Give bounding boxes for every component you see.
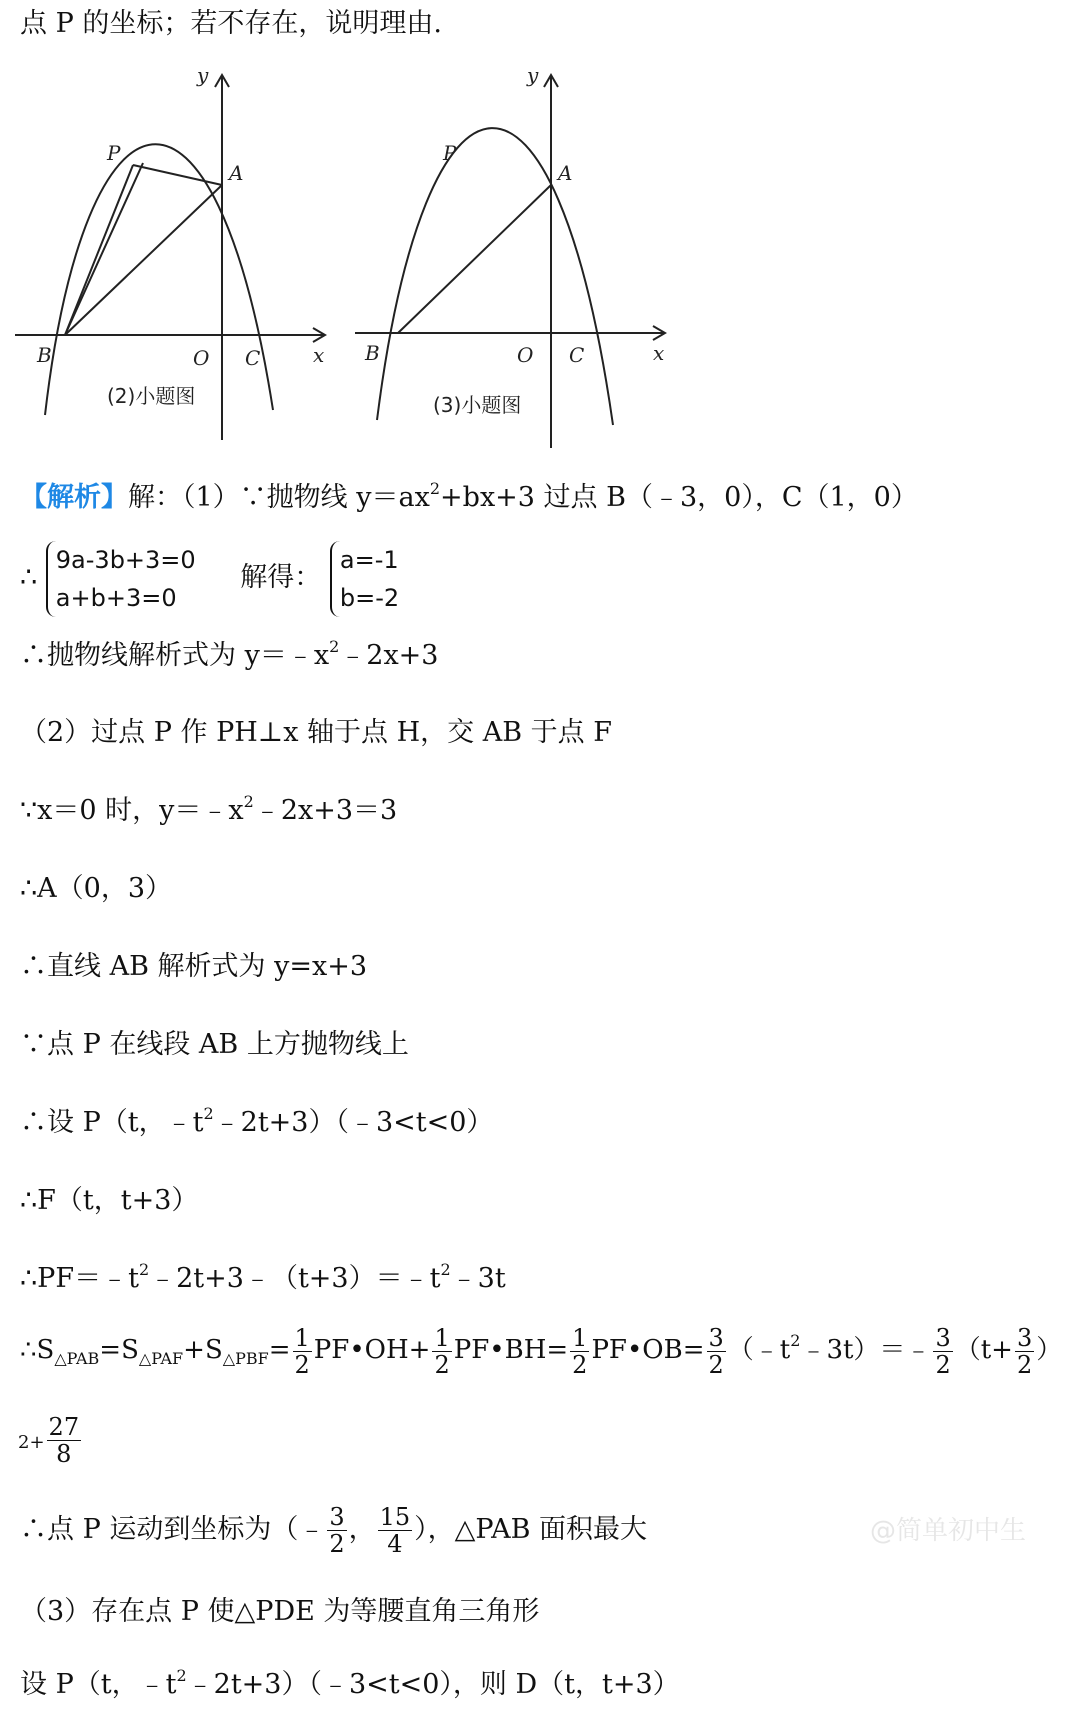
fraction: $\frac{3}{2}$ [935, 1323, 951, 1379]
solution-line-9: ∴设 P（t，$﹣t^2﹣2t+3)(﹣3<t<0)$ [20, 1104, 494, 1138]
solution-line-16: 设 P（t，$﹣t^2﹣2t+3)(﹣3<t<0)$，则 D（t，t+3） [20, 1666, 680, 1700]
equation-system-2: a=-1 b=-2 [330, 541, 399, 617]
fig2-label-b: B [37, 343, 52, 367]
figure-2 [15, 60, 345, 450]
solution-line-12: $\therefore S_{\triangle PAB}=S_{\triangle PAF}+S_{\triangle PBF}=$ $\frac{1}{2}$ PF•OH+ $\frac{1}{2}$ PF•BH= $\frac{1}{2}$ PF•OB= $\frac{3}{2}$ $(﹣t^2﹣3t)=﹣$ $\frac{3}{2}$ （t+ $\frac{3}{2}$ ） [20, 1323, 1063, 1379]
segment-ab [398, 185, 551, 333]
fig2-label-p: P [107, 141, 121, 165]
fraction: $\frac{27}{8}$ [48, 1413, 80, 1468]
segment-ab [65, 185, 222, 335]
solution-line-10: ∴F（t，t+3） [20, 1185, 199, 1216]
solution-line-6: ∴A（0，3） [20, 873, 173, 904]
watermark: @简单初中生 [870, 1516, 1027, 1546]
solution-line-4: （2）过点 P 作 PH⊥x 轴于点 H，交 AB 于点 F [20, 717, 612, 748]
fig2-label-c: C [245, 346, 261, 370]
segment-pb [65, 165, 133, 335]
solution-line-1: 【解析】解：（1）∵抛物线 $y=ax^2+bx+3$ 过点 B（﹣3，0），C（1，0） [20, 479, 918, 513]
fraction: $\frac{3}{2}$ [329, 1503, 345, 1558]
solution-line-15: （3）存在点 P 使△PDE 为等腰直角三角形 [20, 1596, 540, 1627]
equation-system-1: 9a-3b+3=0 a+b+3=0 [46, 541, 196, 617]
fraction: $\frac{15}{4}$ [379, 1503, 411, 1558]
parabola [377, 128, 613, 425]
fig2-label-a: A [229, 161, 244, 185]
solution-line-11: $\therefore PF=﹣t^2﹣2t+3﹣(t+3)=﹣t^2﹣3t$ [20, 1260, 506, 1294]
intro-text: 点 P 的坐标；若不存在，说明理由. [20, 8, 442, 39]
fig3-label-a: A [558, 161, 573, 185]
fraction: $\frac{1}{2}$ [294, 1323, 310, 1379]
fraction: $\frac{3}{2}$ [1016, 1323, 1033, 1379]
fraction: $\frac{1}{2}$ [572, 1323, 588, 1379]
analysis-label: 【解析】 [20, 482, 128, 513]
solution-line-8: ∵点 P 在线段 AB 上方抛物线上 [20, 1029, 409, 1060]
figure-3 [355, 60, 685, 450]
fig3-caption: (3)小题图 [433, 393, 522, 417]
segment-pa [133, 165, 222, 185]
fig2-label-o: O [193, 346, 210, 370]
fig3-label-p: P [443, 141, 457, 165]
solution-line-14: ∴点 P 运动到坐标为（﹣ $\frac{3}{2}$ ， $\frac{15}{4}$ ），△PAB 面积最大 [20, 1503, 648, 1558]
fraction: $\frac{1}{2}$ [434, 1323, 450, 1379]
fig3-label-o: O [517, 343, 534, 367]
solution-line-13: 2+ $\frac{27}{8}$ [18, 1413, 80, 1468]
solution-line-2: ∴ 9a-3b+3=0 a+b+3=0 解得： a=-1 b=-2 [20, 538, 399, 618]
fig2-caption: (2)小题图 [107, 384, 196, 408]
fig2-label-x: x [313, 343, 325, 367]
fraction: $\frac{3}{2}$ [708, 1323, 724, 1379]
fig2-label-y: y [197, 63, 209, 87]
solution-line-7: ∴直线 AB 解析式为 y=x+3 [20, 951, 367, 982]
fig3-label-b: B [365, 341, 380, 365]
fig3-label-x: x [653, 341, 665, 365]
fig3-label-y: y [527, 63, 539, 87]
fig3-label-c: C [569, 343, 585, 367]
solution-line-5: ∵x＝0 时，$y=﹣x^2﹣2x+3=3$ [20, 792, 398, 826]
solution-line-3: ∴抛物线解析式为 $y=﹣x^2﹣2x+3$ [20, 637, 439, 671]
